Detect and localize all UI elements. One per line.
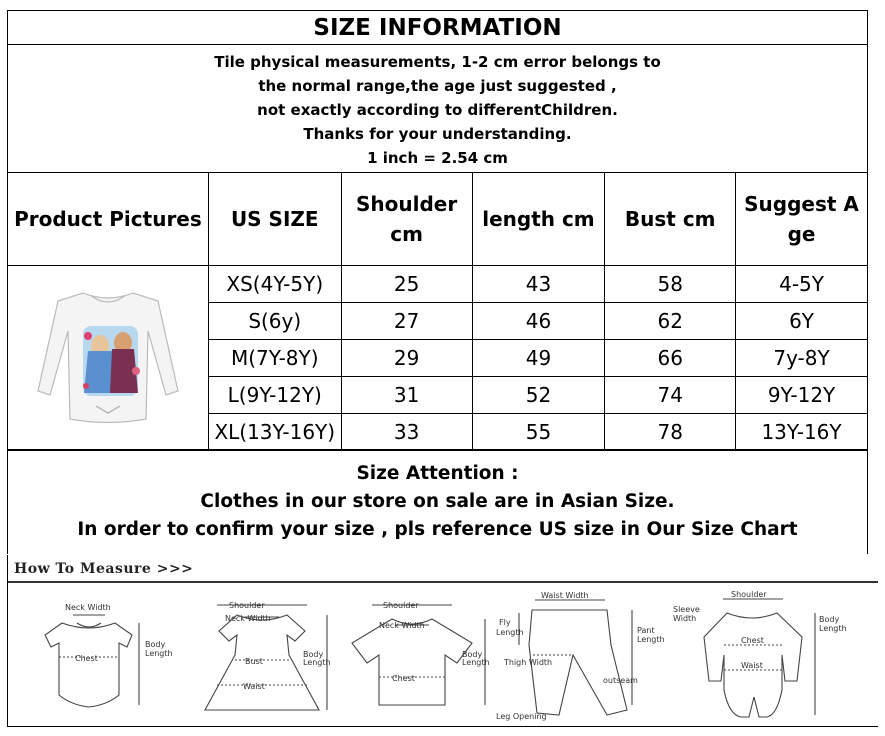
header-bust: Bust cm <box>605 173 736 266</box>
label-chest: Chest <box>741 636 764 645</box>
note-line: 1 inch = 2.54 cm <box>367 149 508 167</box>
size-table <box>7 172 868 451</box>
label-length: Length <box>819 624 847 633</box>
table-header-row <box>8 173 868 266</box>
note-line: the normal range,the age just suggested , <box>258 77 617 95</box>
cell-shoulder: 31 <box>341 377 472 414</box>
cell-size: M(7Y-8Y) <box>208 340 341 377</box>
cell-shoulder: 27 <box>341 303 472 340</box>
label-neck-width: Neck Width <box>225 614 271 623</box>
label-length: Length <box>496 628 524 637</box>
cell-bust: 74 <box>605 377 736 414</box>
note-line: Thanks for your understanding. <box>303 125 572 143</box>
cell-bust: 58 <box>605 266 736 303</box>
table-row <box>8 266 868 303</box>
cell-bust: 78 <box>605 414 736 451</box>
romper-diagram <box>704 599 815 717</box>
note-line: not exactly according to differentChildren. <box>257 101 618 119</box>
label-outseam: outseam <box>603 676 638 685</box>
cell-size: XL(13Y-16Y) <box>208 414 341 451</box>
label-leg-opening: Leg Opening <box>496 712 547 721</box>
border <box>7 726 878 727</box>
product-picture <box>8 266 209 451</box>
cell-shoulder: 25 <box>341 266 472 303</box>
label-shoulder: Shoulder <box>731 590 767 599</box>
label-body: Body <box>145 640 166 649</box>
cell-shoulder: 29 <box>341 340 472 377</box>
cell-length: 43 <box>472 266 605 303</box>
label-sleeve: Sleeve <box>673 605 700 614</box>
label-body: Body <box>303 650 324 659</box>
cell-age: 4-5Y <box>736 266 868 303</box>
label-neck-width: Neck Width <box>379 621 425 630</box>
border <box>7 555 8 727</box>
header-length: length cm <box>472 173 605 266</box>
cell-size: S(6y) <box>208 303 341 340</box>
cell-length: 52 <box>472 377 605 414</box>
cell-size: L(9Y-12Y) <box>208 377 341 414</box>
cell-shoulder: 33 <box>341 414 472 451</box>
how-to-measure <box>7 555 878 727</box>
label-waist: Waist <box>741 661 763 670</box>
header-suggest-age: Suggest A ge <box>736 173 868 266</box>
cell-length: 49 <box>472 340 605 377</box>
label-shoulder: Shoulder <box>229 601 265 610</box>
label-chest: Chest <box>75 654 98 663</box>
cell-bust: 66 <box>605 340 736 377</box>
note-line: Tile physical measurements, 1-2 cm error belongs to <box>214 53 661 71</box>
label-neck-width: Neck Width <box>65 603 111 612</box>
label-body: Body <box>462 650 483 659</box>
cell-bust: 62 <box>605 303 736 340</box>
label-fly: Fly <box>499 618 511 627</box>
page-title: SIZE INFORMATION <box>7 10 868 45</box>
header-product-pictures: Product Pictures <box>8 173 209 266</box>
cell-length: 55 <box>472 414 605 451</box>
label-width: Width <box>673 614 697 623</box>
header-shoulder: Shoulder cm <box>341 173 472 266</box>
label-length: Length <box>303 658 331 667</box>
label-length: Length <box>145 649 173 658</box>
label-thigh-width: Thigh Width <box>504 658 553 667</box>
header-us-size: US SIZE <box>208 173 341 266</box>
attention-heading: Size Attention : <box>356 463 519 484</box>
cell-age: 13Y-16Y <box>736 414 868 451</box>
divider <box>7 581 878 583</box>
label-pant: Pant <box>637 626 655 635</box>
label-length: Length <box>462 658 490 667</box>
how-to-measure-title: How To Measure >>> <box>14 561 194 577</box>
product-shirt-image <box>28 281 188 431</box>
label-waist-width: Waist Width <box>541 591 589 600</box>
label-body: Body <box>819 615 840 624</box>
cell-size: XS(4Y-5Y) <box>208 266 341 303</box>
cell-age: 6Y <box>736 303 868 340</box>
size-attention <box>7 449 868 554</box>
cell-age: 9Y-12Y <box>736 377 868 414</box>
cell-length: 46 <box>472 303 605 340</box>
measure-diagrams <box>7 585 878 725</box>
size-notes <box>7 44 868 173</box>
label-waist: Waist <box>243 682 265 691</box>
label-length: Length <box>637 635 665 644</box>
label-shoulder: Shoulder <box>383 601 419 610</box>
label-bust: Bust <box>245 657 263 666</box>
label-chest: Chest <box>392 674 415 683</box>
attention-line: In order to confirm your size , pls reference US size in Our Size Chart <box>77 519 798 540</box>
cell-age: 7y-8Y <box>736 340 868 377</box>
attention-line: Clothes in our store on sale are in Asian Size. <box>200 491 675 512</box>
